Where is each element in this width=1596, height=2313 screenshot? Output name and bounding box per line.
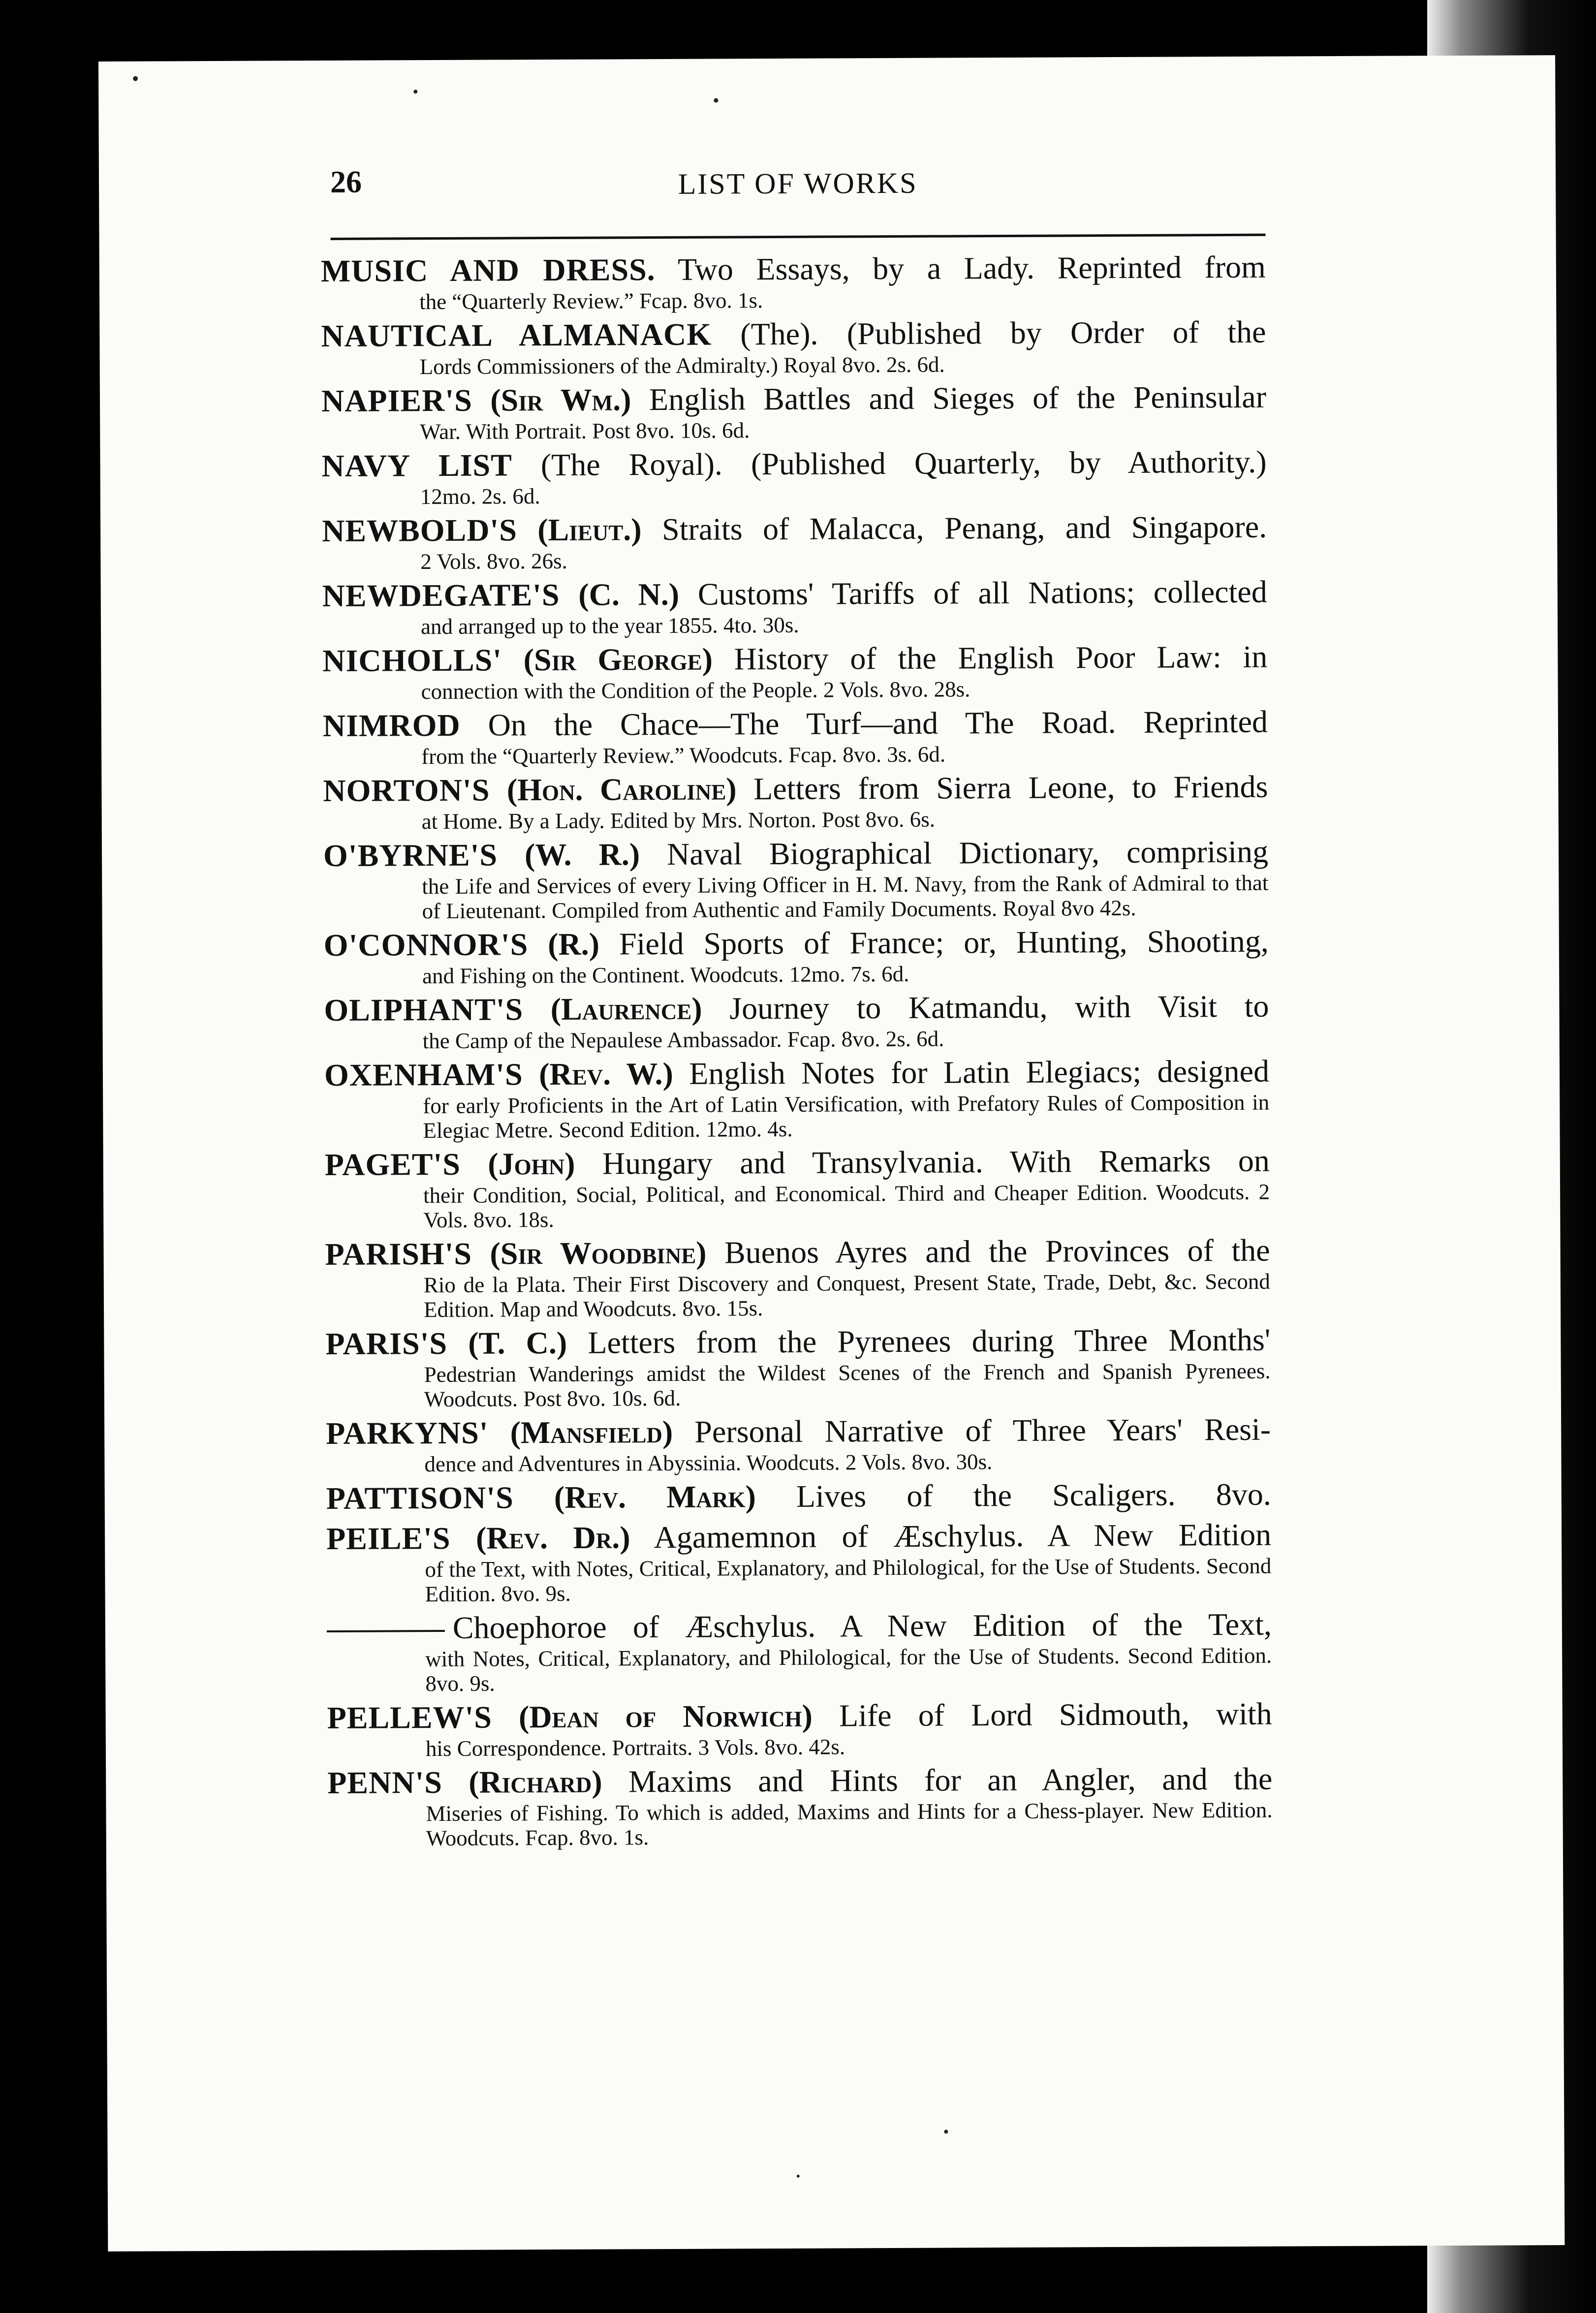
entry-title: (The Royal). (Published Quarterly, by Authority.) bbox=[540, 444, 1267, 483]
catalogue-entry bbox=[321, 313, 1266, 379]
entry-details: for early Proficients in the Art of Latin Versification, with Prefatory Rules of Composition in Elegiac Metre. Second Edition. 12mo. 4s. bbox=[423, 1090, 1270, 1143]
entry-title: Customs' Tariffs of all Nations; collected bbox=[697, 574, 1267, 612]
entry-details: the Camp of the Nepaulese Ambassador. Fcap. 8vo. 2s. 6d. bbox=[422, 1026, 944, 1054]
entry-title: Straits of Malacca, Penang, and Singapore. bbox=[661, 509, 1267, 547]
entry-details: from the “Quarterly Review.” Woodcuts. Fcap. 8vo. 3s. 6d. bbox=[421, 742, 946, 769]
entry-author: PAGET'S bbox=[324, 1146, 461, 1183]
catalogue-entry bbox=[322, 573, 1268, 639]
page-header bbox=[330, 160, 1266, 228]
page-number: 26 bbox=[330, 164, 362, 199]
entry-author: PENN'S bbox=[327, 1764, 443, 1801]
entry-author: NEWBOLD'S bbox=[322, 512, 517, 549]
catalogue-entry bbox=[324, 988, 1269, 1054]
entry-heading-line bbox=[321, 313, 1266, 355]
catalogue-entry bbox=[323, 768, 1268, 834]
catalogue-entry bbox=[325, 1321, 1271, 1412]
catalogue-entry bbox=[324, 923, 1269, 989]
entry-heading-line bbox=[326, 1476, 1271, 1517]
catalogue-entry bbox=[326, 1476, 1271, 1517]
entry-heading-line bbox=[321, 378, 1266, 420]
entry-author-qualifier: (R.) bbox=[548, 926, 600, 962]
ditto-dash bbox=[327, 1630, 445, 1632]
entry-title: Life of Lord Sidmouth, with bbox=[839, 1696, 1272, 1733]
entry-title: English Battles and Sieges of the Peninsular bbox=[649, 379, 1267, 417]
entry-heading-line bbox=[325, 1321, 1270, 1363]
entry-details: connection with the Condition of the People. 2 Vols. 8vo. 28s. bbox=[421, 677, 970, 704]
entry-heading-line bbox=[323, 703, 1268, 745]
entry-heading-line bbox=[327, 1760, 1272, 1802]
entry-author: PARKYNS' bbox=[326, 1415, 489, 1451]
catalogue-entry bbox=[323, 833, 1269, 924]
entry-title: On the Chace—The Turf—and The Road. Reprinted bbox=[488, 704, 1268, 743]
entry-heading-line bbox=[325, 1232, 1270, 1273]
entry-title: Maxims and Hints for an Angler, and the bbox=[628, 1761, 1273, 1799]
entry-author-qualifier: (Richard) bbox=[469, 1764, 602, 1800]
entry-title: Lives of the Scaligers. 8vo. bbox=[796, 1476, 1271, 1514]
entry-heading-line bbox=[327, 1606, 1272, 1647]
entry-author: NICHOLLS' bbox=[322, 642, 502, 679]
entry-details: Lords Commissioners of the Admiralty.) Royal 8vo. 2s. 6d. bbox=[419, 352, 945, 379]
entry-details: their Condition, Social, Political, and Economical. Third and Cheaper Edition. Woodcuts. 2 Vols. 8vo. 18s. bbox=[423, 1179, 1270, 1233]
entry-author-qualifier: (T. C.) bbox=[468, 1325, 567, 1361]
entry-author: O'CONNOR'S bbox=[323, 927, 529, 963]
entry-author-qualifier: (Lieut.) bbox=[537, 512, 642, 548]
entry-heading-line bbox=[322, 508, 1267, 550]
entry-author-qualifier: (John) bbox=[488, 1146, 575, 1182]
entry-title: Choephoroe of Æschylus. A New Edition of the Text, bbox=[452, 1606, 1272, 1645]
entry-heading-line bbox=[326, 1411, 1271, 1452]
entry-details: War. With Portrait. Post 8vo. 10s. 6d. bbox=[420, 418, 750, 444]
entry-details: 12mo. 2s. 6d. bbox=[420, 484, 540, 509]
entry-author-qualifier: (Dean of Norwich) bbox=[518, 1698, 813, 1735]
entry-details: Miseries of Fishing. To which is added, Maxims and Hints for a Chess-player. New Edition. Woodcuts. Fcap. 8vo. 1s. bbox=[426, 1797, 1273, 1851]
running-title: LIST OF WORKS bbox=[678, 166, 918, 200]
entry-author-qualifier: (C. N.) bbox=[578, 576, 680, 612]
catalogue-entry bbox=[326, 1516, 1272, 1607]
entry-author: MUSIC AND DRESS. bbox=[320, 252, 656, 289]
entry-heading-line bbox=[321, 249, 1266, 290]
entry-author: NIMROD bbox=[322, 707, 461, 744]
entry-author: PATTISON'S bbox=[326, 1480, 514, 1516]
catalogue-entry bbox=[327, 1606, 1272, 1696]
entry-heading-line bbox=[325, 1142, 1270, 1184]
entry-author: PARIS'S bbox=[325, 1325, 448, 1362]
entry-details: Pedestrian Wanderings amidst the Wildest Scenes of the French and Spanish Pyrenees. Woodcuts. Post 8vo. 10s. 6d. bbox=[424, 1358, 1271, 1412]
entry-details: dence and Adventures in Abyssinia. Woodcuts. 2 Vols. 8vo. 30s. bbox=[424, 1449, 993, 1477]
entry-details: of the Text, with Notes, Critical, Explanatory, and Philological, for the Use of Students. Second Edition. 8vo. 9s. bbox=[425, 1553, 1272, 1607]
entry-author: NAVY LIST bbox=[321, 447, 512, 484]
entry-heading-line bbox=[326, 1516, 1271, 1558]
entry-title: Agamemnon of Æschylus. A New Edition bbox=[654, 1517, 1272, 1555]
entry-details: the “Quarterly Review.” Fcap. 8vo. 1s. bbox=[419, 288, 763, 314]
catalogue-entry bbox=[323, 703, 1268, 769]
catalogue-entry bbox=[321, 249, 1266, 314]
entry-author: NEWDEGATE'S bbox=[322, 577, 560, 614]
entry-author: OXENHAM'S bbox=[324, 1057, 523, 1093]
entry-title: Journey to Katmandu, with Visit to bbox=[729, 988, 1269, 1026]
entry-author: PARISH'S bbox=[325, 1236, 472, 1272]
entry-author: O'BYRNE'S bbox=[323, 837, 498, 874]
catalogue-entry bbox=[325, 1142, 1270, 1233]
entry-heading-line bbox=[321, 443, 1266, 485]
entry-heading-line bbox=[327, 1695, 1272, 1737]
entry-heading-line bbox=[323, 833, 1268, 875]
entry-author-qualifier: (Rev. Dr.) bbox=[475, 1520, 630, 1556]
entry-title: Buenos Ayres and the Provinces of the bbox=[724, 1232, 1270, 1270]
entry-author-qualifier: (Laurence) bbox=[550, 991, 702, 1027]
entry-heading-line bbox=[324, 988, 1269, 1029]
entry-author-qualifier: (Sir George) bbox=[523, 641, 713, 678]
entry-author-qualifier: (Rev. Mark) bbox=[554, 1479, 756, 1515]
entry-author-qualifier: (Rev. W.) bbox=[538, 1056, 673, 1092]
entry-details: at Home. By a Lady. Edited by Mrs. Norton. Post 8vo. 6s. bbox=[421, 807, 936, 834]
entry-title: Personal Narrative of Three Years' Resi- bbox=[694, 1411, 1271, 1449]
entry-heading-line bbox=[324, 1053, 1269, 1094]
entry-title: Letters from the Pyrenees during Three Months' bbox=[588, 1322, 1271, 1360]
catalogue-entry bbox=[322, 508, 1267, 574]
entry-details: with Notes, Critical, Explanatory, and Philological, for the Use of Students. Second Edition. 8vo. 9s. bbox=[425, 1643, 1272, 1696]
entry-title: English Notes for Latin Elegiacs; designed bbox=[689, 1053, 1270, 1091]
header-rule bbox=[331, 234, 1266, 240]
page-specks bbox=[98, 55, 1555, 62]
catalogue-entry bbox=[322, 638, 1268, 704]
entry-author-qualifier: (Sir Wm.) bbox=[490, 382, 631, 418]
catalogue-entry bbox=[324, 1053, 1270, 1143]
catalogue-entry bbox=[321, 443, 1267, 509]
catalogue-entry bbox=[327, 1760, 1273, 1851]
entry-author-qualifier: (W. R.) bbox=[524, 837, 640, 873]
entry-author: PEILE'S bbox=[326, 1520, 451, 1557]
entry-details: his Correspondence. Portraits. 3 Vols. 8vo. 42s. bbox=[425, 1734, 845, 1761]
entry-author: NAPIER'S bbox=[321, 382, 472, 419]
entry-title: Naval Biographical Dictionary, comprising bbox=[666, 834, 1269, 872]
entry-title: Field Sports of France; or, Hunting, Shooting, bbox=[619, 923, 1269, 962]
entry-details: the Life and Services of every Living Officer in H. M. Navy, from the Rank of Admiral to that of Lieutenant. Compiled from Authentic and Family Documents. Royal 8vo 42s. bbox=[422, 870, 1269, 924]
entry-title: Letters from Sierra Leone, to Friends bbox=[753, 769, 1268, 807]
catalogue-entry bbox=[326, 1411, 1271, 1477]
entry-heading-line bbox=[323, 768, 1268, 810]
catalogue-entries bbox=[321, 249, 1273, 1854]
catalogue-entry bbox=[321, 378, 1267, 444]
entry-author: NORTON'S bbox=[323, 772, 490, 809]
entry-author: NAUTICAL ALMANACK bbox=[321, 316, 712, 354]
entry-heading-line bbox=[324, 923, 1269, 964]
catalogue-entry bbox=[327, 1695, 1273, 1761]
entry-title: (The). (Published by Order of the bbox=[740, 314, 1266, 352]
entry-details: Rio de la Plata. Their First Discovery and Conquest, Present State, Trade, Debt, &c. Second Edition. Map and Woodcuts. 8vo. 15s. bbox=[423, 1269, 1270, 1322]
entry-title: Hungary and Transylvania. With Remarks on bbox=[602, 1143, 1270, 1181]
entry-details: and arranged up to the year 1855. 4to. 30s. bbox=[420, 612, 799, 639]
book-page bbox=[98, 55, 1565, 2251]
entry-author-qualifier: (Hon. Caroline) bbox=[506, 771, 737, 808]
entry-details: 2 Vols. 8vo. 26s. bbox=[420, 548, 567, 574]
entry-heading-line bbox=[322, 573, 1267, 615]
entry-heading-line bbox=[322, 638, 1267, 680]
entry-author-qualifier: (Mansfield) bbox=[510, 1414, 673, 1450]
catalogue-entry bbox=[325, 1232, 1270, 1322]
entry-author: PELLEW'S bbox=[327, 1699, 493, 1736]
entry-title: Two Essays, by a Lady. Reprinted from bbox=[677, 249, 1266, 287]
entry-author-qualifier: (Sir Woodbine) bbox=[490, 1235, 707, 1271]
entry-title: History of the English Poor Law: in bbox=[734, 639, 1268, 677]
entry-details: and Fishing on the Continent. Woodcuts. 12mo. 7s. 6d. bbox=[422, 961, 909, 989]
entry-author: OLIPHANT'S bbox=[324, 992, 524, 1028]
